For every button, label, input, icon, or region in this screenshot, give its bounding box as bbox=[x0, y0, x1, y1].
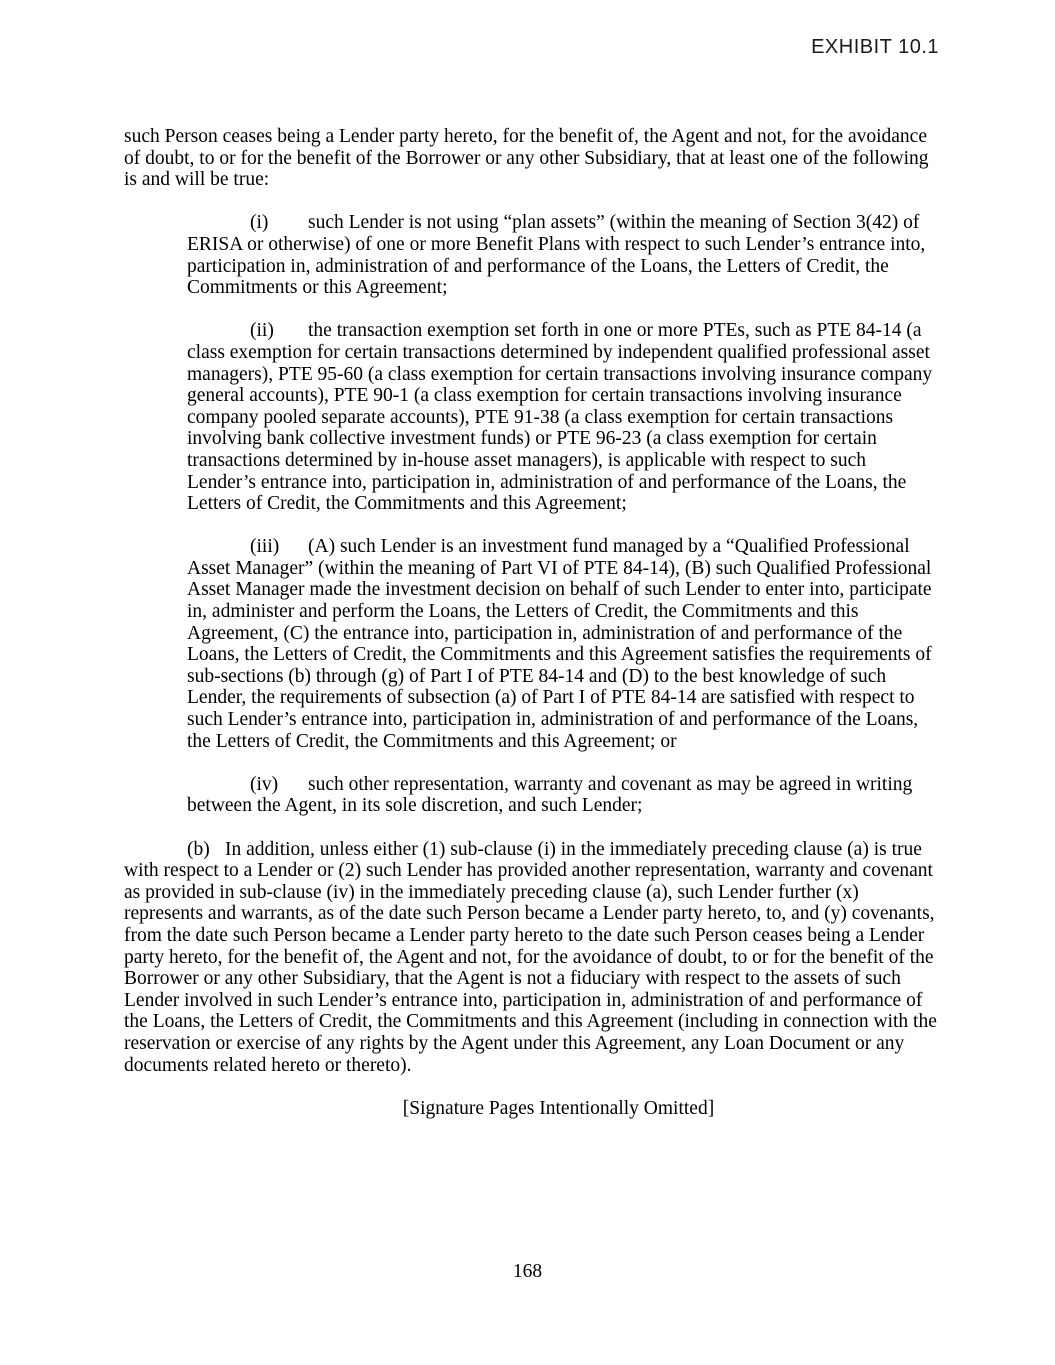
paragraph-intro: such Person ceases being a Lender party hereto, for the benefit of, the Agent and not, for the avoidance of doubt, to or for the benefit of the Borrower or any other Subsidiary, that at least one of the following is and will be true: bbox=[124, 126, 929, 191]
clause-text: (A) such Lender is an investment fund managed by a “Qualified Professional Asset Manager” (within the meaning of Part VI of PTE 84-14), (B) such Qualified Professional Asset Manager made the investment decision on behalf of such Lender to enter into, participate in, administer and perform the Loans, the Letters of Credit, the Commitments and this Agreement, (C) the entrance into, participation in, administration of and performance of the Loans, the Letters of Credit, the Commitments and this Agreement satisfies the requirements of sub-sections (b) through (g) of Part I of PTE 84-14 and (D) to the best knowledge of such Lender, the requirements of subsection (a) of Part I of PTE 84-14 are satisfied with respect to such Lender’s entrance into, participation in, administration of and performance of the Loans, the Letters of Credit, the Commitments and this Agreement; or bbox=[187, 536, 932, 752]
clause-item-iii bbox=[187, 536, 937, 752]
signature-omitted-note: [Signature Pages Intentionally Omitted] bbox=[402, 1097, 715, 1119]
clause-item-ii bbox=[187, 320, 937, 514]
clause-text: In addition, unless either (1) sub-clause (i) in the immediately preceding clause (a) is true with respect to a Lender or (2) such Lender has provided another representation, warranty and covenant as provided in sub-clause (iv) in the immediately preceding clause (a), such Lender further (x) represents and warrants, as of the date such Person became a Lender party hereto, to, and (y) covenants, from the date such Person became a Lender party hereto to the date such Person ceases being a Lender party hereto, for the benefit of, the Agent and not, for the avoidance of doubt, to or for the benefit of the Borrower or any other Subsidiary, that the Agent is not a fiduciary with respect to the assets of such Lender involved in such Lender’s entrance into, participation in, administration of and performance of the Loans, the Letters of Credit, the Commitments and this Agreement (including in connection with the reservation or exercise of any rights by the Agent under this Agreement, any Loan Document or any documents related hereto or thereto). bbox=[124, 838, 937, 1076]
clause-item-iv bbox=[187, 774, 937, 817]
page-number: 168 bbox=[512, 1261, 543, 1282]
clause-marker: (ii) bbox=[250, 320, 274, 342]
clause-marker: (b) bbox=[187, 838, 210, 860]
clause-text: such Lender is not using “plan assets” (within the meaning of Section 3(42) of ERISA or otherwise) of one or more Benefit Plans with respect to such Lender’s entrance into, participation in, administration of and performance of the Loans, the Letters of Credit, the Commitments or this Agreement; bbox=[187, 212, 926, 299]
clause-marker: (iv) bbox=[250, 773, 279, 795]
clause-b bbox=[124, 839, 937, 1077]
exhibit-header: EXHIBIT 10.1 bbox=[811, 36, 939, 58]
clause-marker: (iii) bbox=[250, 536, 280, 558]
document-body bbox=[124, 126, 937, 1119]
clause-item-i bbox=[187, 212, 937, 298]
clause-text: the transaction exemption set forth in one or more PTEs, such as PTE 84-14 (a class exemption for certain transactions determined by independent qualified professional asset managers), PTE 95-60 (a class exemption for certain transactions involving insurance company general accounts), PTE 90-1 (a class exemption for certain transactions involving insurance company pooled separate accounts), PTE 91-38 (a class exemption for certain transactions involving bank collective investment funds) or PTE 96-23 (a class exemption for certain transactions determined by in-house asset managers), is applicable with respect to such Lender’s entrance into, participation in, administration of and performance of the Loans, the Letters of Credit, the Commitments and this Agreement; bbox=[187, 320, 933, 515]
clause-marker: (i) bbox=[250, 212, 269, 234]
clause-text: such other representation, warranty and covenant as may be agreed in writing between the Agent, in its sole discretion, and such Lender; bbox=[187, 773, 913, 817]
